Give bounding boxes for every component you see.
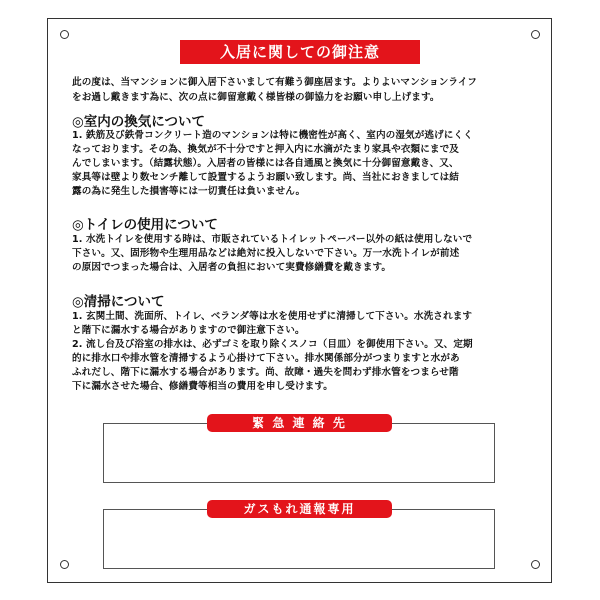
gas-leak-contact-box — [103, 509, 495, 569]
emergency-contact-box — [103, 423, 495, 483]
notice-title: 入居に関しての御注意 — [180, 40, 420, 64]
section-title-toilet: ◎トイレの使用について — [72, 217, 218, 233]
mounting-hole-icon — [531, 560, 540, 569]
section-title-cleaning: ◎清掃について — [72, 294, 165, 310]
intro-text: 此の度は、当マンションに御入居下さいまして有難う御座居ます。よりよいマンションライフ をお過し戴きます為に、次の点に御留意戴く様皆様の御協力をお願い申し上げます。 — [72, 77, 477, 103]
section-body-ventilation: 1. 鉄筋及び鉄骨コンクリート造のマンションは特に機密性が高く、室内の湿気が逃げにくく なっております。その為、換気が不十分ですと押入内に水滴がたまり家具や衣類にまで及 んでしまいます。（結露状態）。入居者の皆様には各自通風と換気に十分御留意戴き、又、 家具等は壁より数センチ離して設置するようお願い致します。尚、当社におきましては結 露の為に発生した損害等には一切責任は負いません。 — [72, 130, 473, 197]
mounting-hole-icon — [531, 30, 540, 39]
section-body-toilet: 1. 水洗トイレを使用する時は、市販されているトイレットペーパー以外の紙は使用しないで 下さい。又、固形物や生理用品などは絶対に投入しないで下さい。万一水洗トイレが前述 の原因でつまった場合は、入居者の負担において実費修繕費を戴きます。 — [72, 234, 473, 273]
mounting-hole-icon — [60, 30, 69, 39]
section-body-cleaning: 1. 玄関土間、洗面所、トイレ、ベランダ等は水を使用せずに清掃して下さい。水洗されます と階下に漏水する場合がありますので御注意下さい。 2. 流し台及び浴室の排水は、必ずゴミを取り除くスノコ（目皿）を御使用下さい。又、定期 的に排水口や排水管を清掃するよう心掛けて下さい。排水関係部分がつまりますと水があ ふれだし、階下に漏水する場合があります。尚、故障・過失を問わず排水管をつまらせ階 下に漏水させた場合、修繕費等相当の費用を申し受けます。 — [72, 311, 473, 392]
section-title-ventilation: ◎室内の換気について — [72, 114, 206, 130]
gas-leak-contact-label: ガスもれ通報専用 — [207, 500, 392, 518]
mounting-hole-icon — [60, 560, 69, 569]
emergency-contact-label: 緊 急 連 絡 先 — [207, 414, 392, 432]
